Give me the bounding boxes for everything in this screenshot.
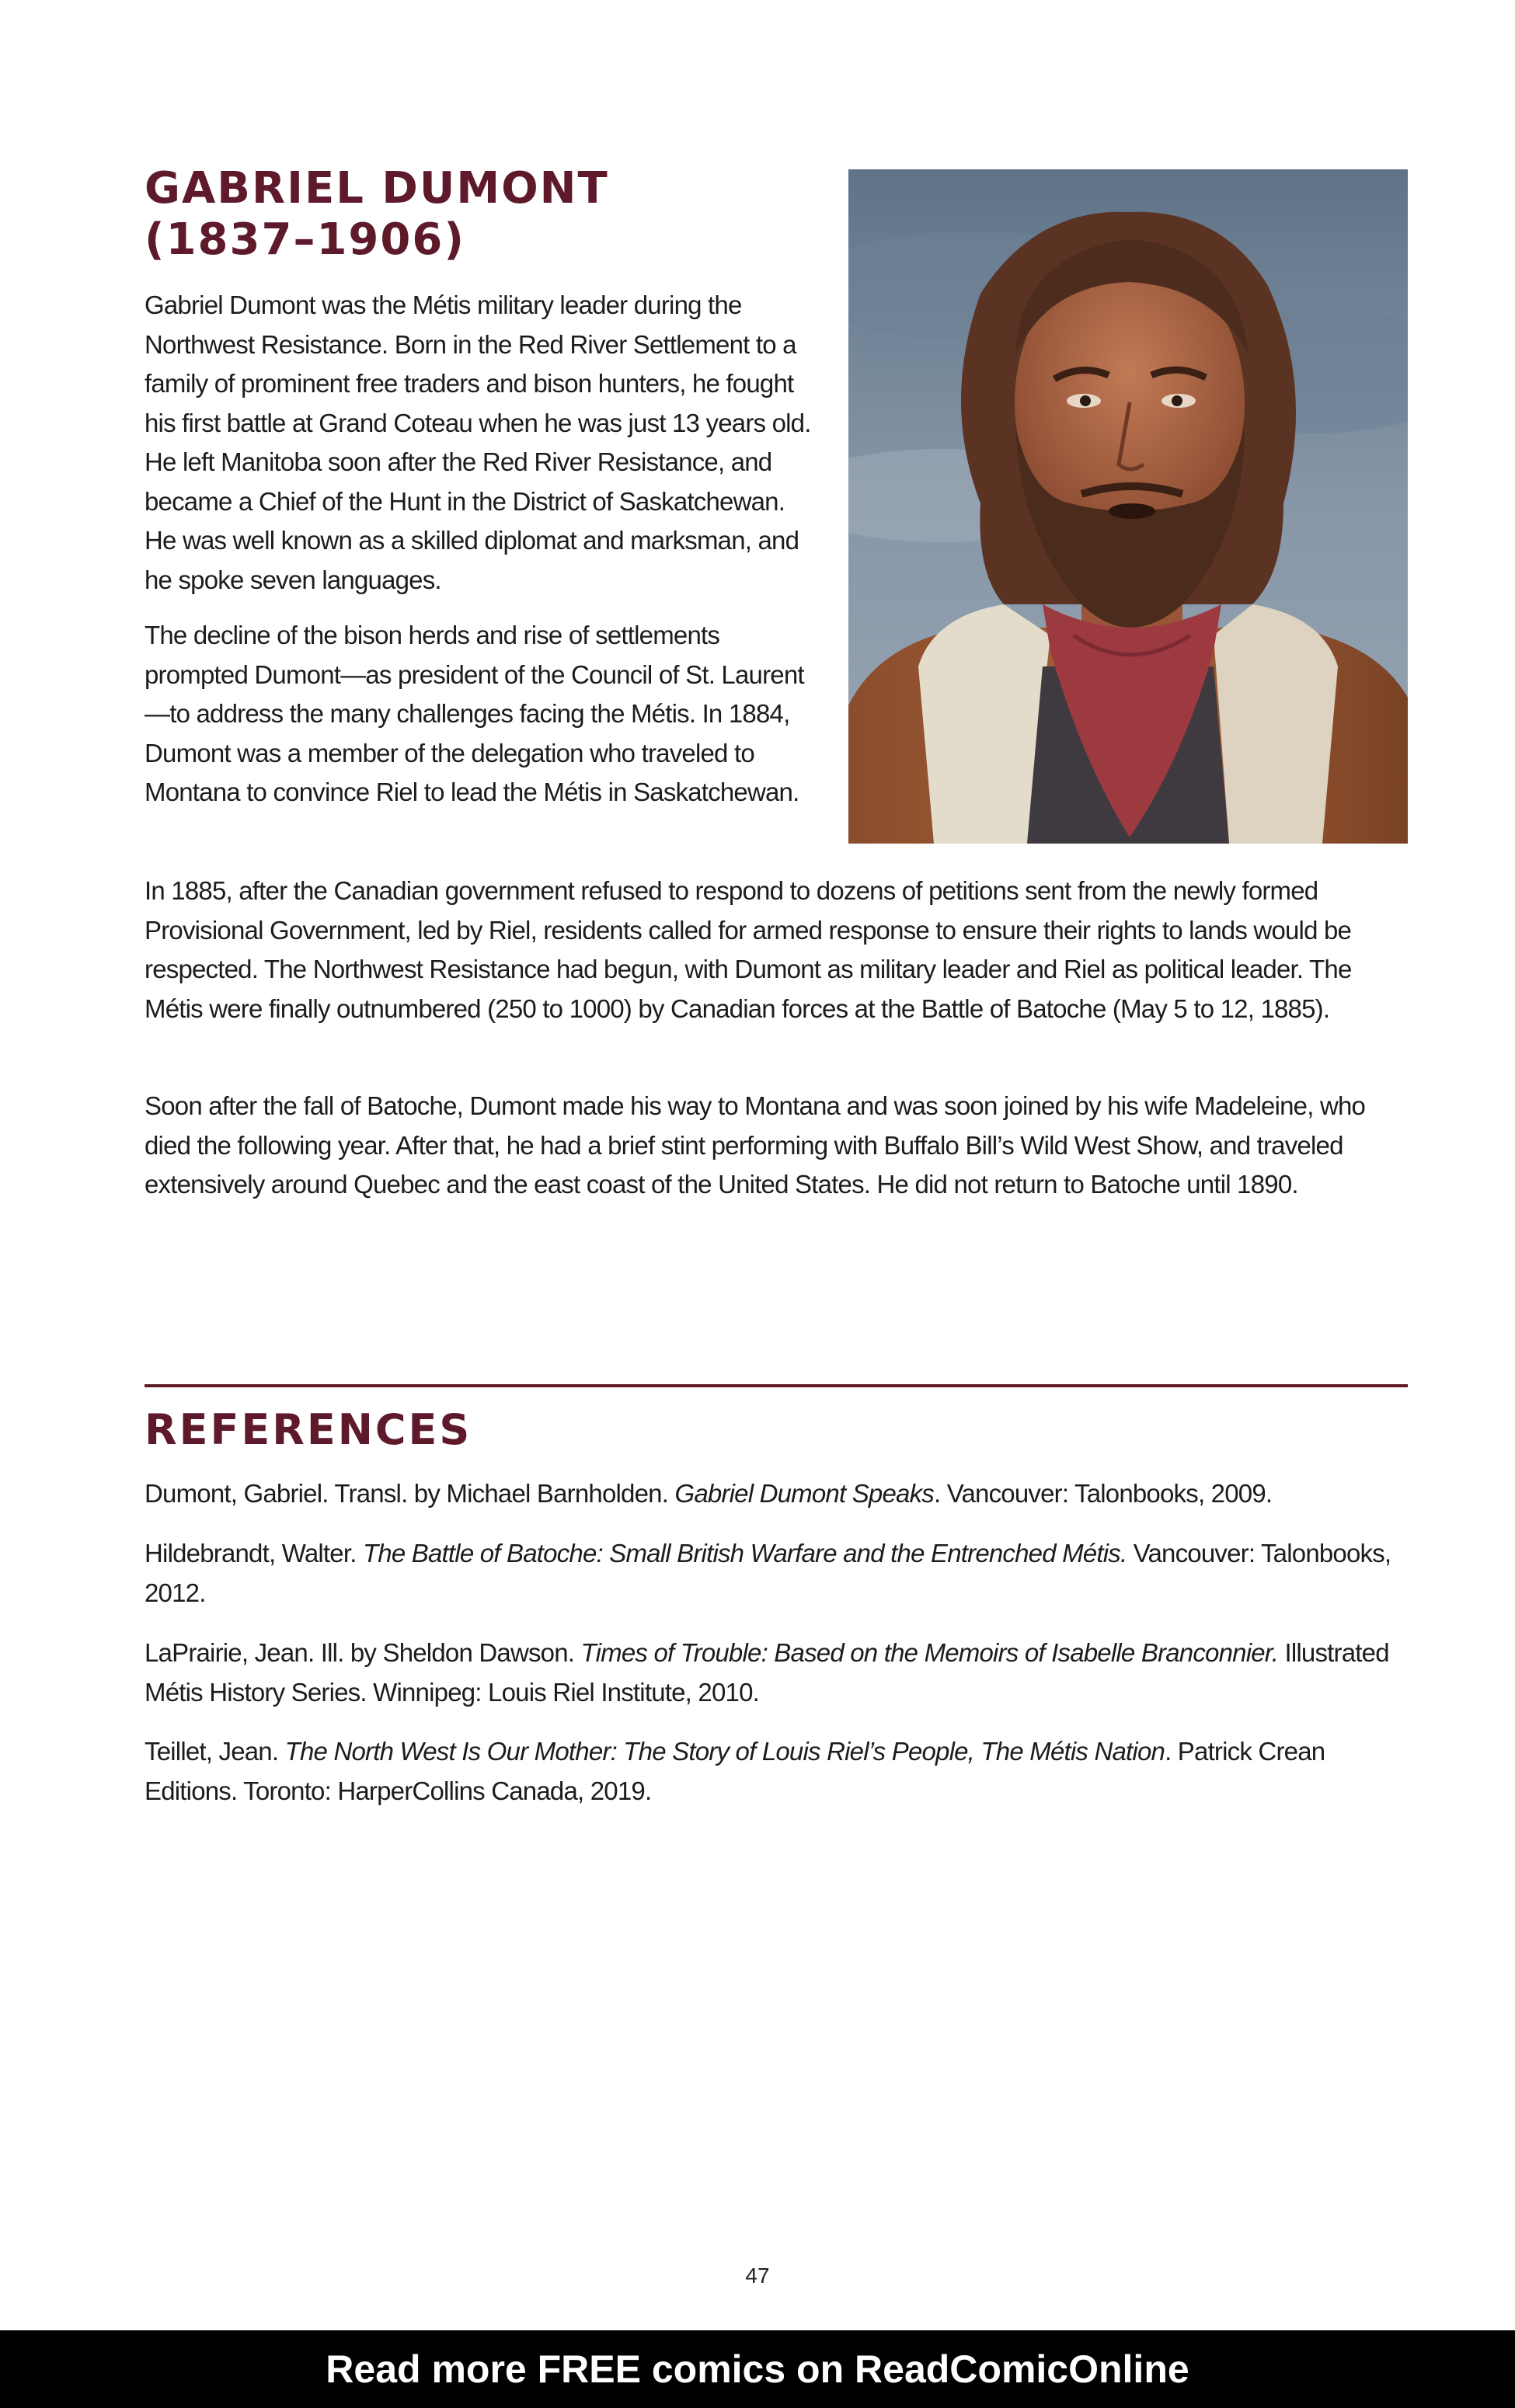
reference-title: The North West Is Our Mother: The Story of Louis Riel’s People, The Métis Nation bbox=[284, 1737, 1165, 1766]
article-paragraph-1: Gabriel Dumont was the Métis military leader during the Northwest Resistance. Born in the Red River Settlement to a family of prominent free traders and bison hunters, he fought his first battle at Grand Coteau when he was just 13 years old. He left Manitoba soon after the Red River Resistance, and became a Chief of the Hunt in the District of Saskatchewan. He was well known as a skilled diplomat and marksman, and he spoke seven languages. bbox=[145, 291, 811, 594]
references-heading: REFERENCES bbox=[145, 1405, 472, 1454]
reference-item bbox=[145, 1474, 1419, 1514]
article-paragraph-3: In 1885, after the Canadian government refused to respond to dozens of petitions sent from the newly formed Provisional Government, led by Riel, residents called for armed response to ensure their rights to lands would be respected. The Northwest Resistance had begun, with Dumont as military leader and Riel as political leader. The Métis were finally outnumbered (250 to 1000) by Canadian forces at the Battle of Batoche (May 5 to 12, 1885). bbox=[145, 876, 1352, 1023]
page-number: 47 bbox=[745, 2264, 770, 2288]
promo-banner[interactable]: Read more FREE comics on ReadComicOnline bbox=[0, 2330, 1515, 2408]
reference-title: The Battle of Batoche: Small British Warfare and the Entrenched Métis. bbox=[362, 1539, 1127, 1568]
reference-item bbox=[145, 1634, 1419, 1712]
reference-publisher: Vancouver: Talonbooks, 2012. bbox=[145, 1539, 1391, 1607]
reference-title: Gabriel Dumont Speaks bbox=[674, 1479, 934, 1508]
reference-publisher: . Vancouver: Talonbooks, 2009. bbox=[934, 1479, 1273, 1508]
reference-author: Teillet, Jean. bbox=[145, 1737, 285, 1766]
article-title-name: GABRIEL DUMONT bbox=[145, 163, 609, 214]
section-divider bbox=[145, 1384, 1408, 1387]
reference-author: LaPrairie, Jean. Ill. by Sheldon Dawson. bbox=[145, 1638, 581, 1667]
reference-author: Hildebrandt, Walter. bbox=[145, 1539, 363, 1568]
article-title-dates: (1837–1906) bbox=[145, 214, 465, 265]
article-title bbox=[145, 163, 805, 266]
reference-publisher: Illustrated Métis History Series. Winnipeg: Louis Riel Institute, 2010. bbox=[145, 1638, 1389, 1707]
reference-author: Dumont, Gabriel. Transl. by Michael Barnholden. bbox=[145, 1479, 675, 1508]
reference-item bbox=[145, 1534, 1419, 1613]
article-paragraph-2: The decline of the bison herds and rise of settlements prompted Dumont—as president of the Council of St. Laurent—to address the many challenges facing the Métis. In 1884, Dumont was a member of the delegation who traveled to Montana to convince Riel to lead the Métis in Saskatchewan. bbox=[145, 621, 804, 806]
gabriel-dumont-portrait-illustration bbox=[848, 169, 1408, 844]
reference-title: Times of Trouble: Based on the Memoirs of Isabelle Branconnier. bbox=[580, 1638, 1279, 1667]
reference-publisher: . Patrick Crean Editions. Toronto: HarperCollins Canada, 2019. bbox=[145, 1737, 1325, 1805]
article-paragraph-4: Soon after the fall of Batoche, Dumont made his way to Montana and was soon joined by his wife Madeleine, who died the following year. After that, he had a brief stint performing with Buffalo Bill’s Wild West Show, and traveled extensively around Quebec and the east coast of the United States. He did not return to Batoche until 1890. bbox=[145, 1091, 1366, 1199]
reference-item bbox=[145, 1732, 1419, 1811]
